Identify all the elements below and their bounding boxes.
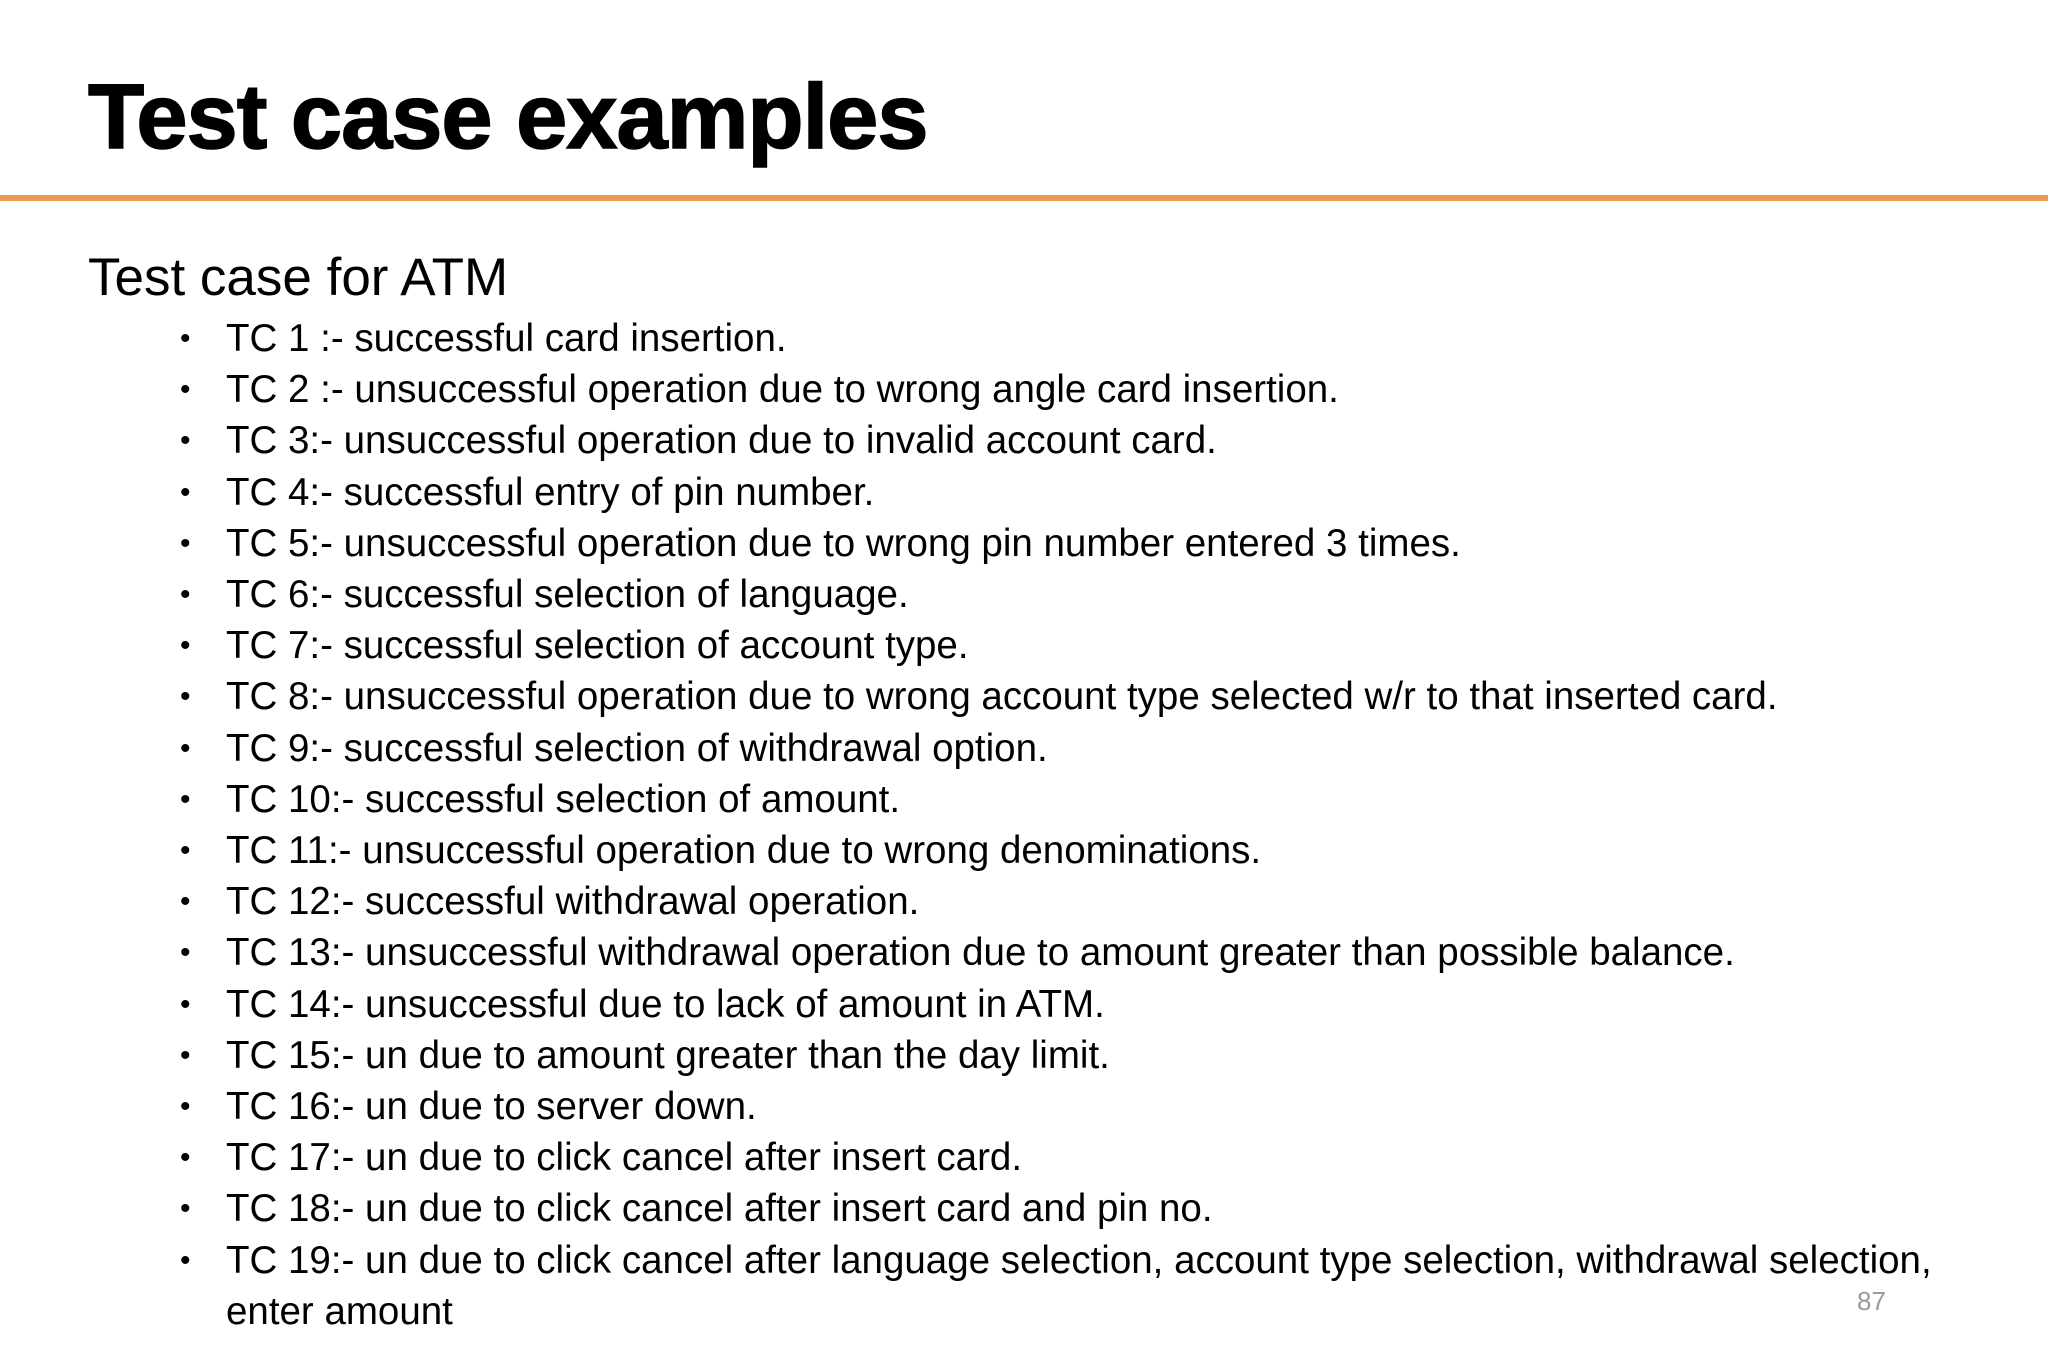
bullet-icon: • xyxy=(180,475,191,509)
bullet-icon: • xyxy=(180,987,191,1021)
test-case-text: TC 9:- successful selection of withdrawal option. xyxy=(226,726,1048,770)
test-case-text: TC 5:- unsuccessful operation due to wrong pin number entered 3 times. xyxy=(226,521,1461,565)
test-case-text: TC 8:- unsuccessful operation due to wrong account type selected w/r to that inserted card. xyxy=(226,675,1778,719)
bullet-icon: • xyxy=(180,1141,191,1175)
list-item xyxy=(180,774,1980,825)
list-item xyxy=(180,569,1980,620)
slide-title: Test case examples xyxy=(88,66,928,168)
test-case-text: TC 14:- unsuccessful due to lack of amount in ATM. xyxy=(226,982,1105,1026)
test-case-text: TC 19:- un due to click cancel after language selection, account type selection, withdrawal selection, enter amount xyxy=(226,1238,1932,1333)
list-item xyxy=(180,876,1980,927)
title-divider xyxy=(0,195,2048,201)
list-item xyxy=(180,1030,1980,1081)
test-case-text: TC 3:- unsuccessful operation due to invalid account card. xyxy=(226,419,1217,463)
test-case-text: TC 17:- un due to click cancel after insert card. xyxy=(226,1136,1023,1180)
list-item xyxy=(180,313,1980,364)
list-item xyxy=(180,723,1980,774)
test-case-text: TC 13:- unsuccessful withdrawal operation due to amount greater than possible balance. xyxy=(226,931,1735,975)
test-case-text: TC 4:- successful entry of pin number. xyxy=(226,470,875,514)
section-subtitle: Test case for ATM xyxy=(88,248,509,307)
test-case-text: TC 16:- un due to server down. xyxy=(226,1085,757,1129)
bullet-icon: • xyxy=(180,629,191,663)
list-item xyxy=(180,518,1980,569)
list-item xyxy=(180,825,1980,876)
test-case-text: TC 15:- un due to amount greater than the day limit. xyxy=(226,1033,1110,1077)
test-case-text: TC 6:- successful selection of language. xyxy=(226,573,909,617)
list-item xyxy=(180,467,1980,518)
test-case-list xyxy=(180,313,1980,1337)
list-item xyxy=(180,1183,1980,1234)
list-item xyxy=(180,671,1980,722)
test-case-text: TC 12:- successful withdrawal operation. xyxy=(226,880,920,924)
bullet-icon: • xyxy=(180,1090,191,1124)
list-item xyxy=(180,620,1980,671)
bullet-icon: • xyxy=(180,680,191,714)
test-case-text: TC 7:- successful selection of account type. xyxy=(226,624,969,668)
page-number: 87 xyxy=(1857,1286,1886,1316)
bullet-icon: • xyxy=(180,885,191,919)
bullet-icon: • xyxy=(180,936,191,970)
bullet-icon: • xyxy=(180,578,191,612)
bullet-icon: • xyxy=(180,834,191,868)
bullet-icon: • xyxy=(180,1192,191,1226)
list-item xyxy=(180,927,1980,978)
test-case-text: TC 10:- successful selection of amount. xyxy=(226,777,901,821)
bullet-icon: • xyxy=(180,1243,191,1277)
list-item xyxy=(180,1132,1980,1183)
bullet-icon: • xyxy=(180,424,191,458)
test-case-text: TC 1 :- successful card insertion. xyxy=(226,317,787,360)
list-item xyxy=(180,415,1980,466)
bullet-icon: • xyxy=(180,373,191,407)
list-item xyxy=(180,979,1980,1030)
test-case-text: TC 18:- un due to click cancel after insert card and pin no. xyxy=(226,1187,1213,1231)
bullet-icon: • xyxy=(180,731,191,765)
bullet-icon: • xyxy=(180,322,191,355)
test-case-text: TC 2 :- unsuccessful operation due to wrong angle card insertion. xyxy=(226,368,1339,412)
bullet-icon: • xyxy=(180,526,191,560)
list-item xyxy=(180,1235,1980,1337)
bullet-icon: • xyxy=(180,1038,191,1072)
test-case-text: TC 11:- unsuccessful operation due to wrong denominations. xyxy=(226,829,1262,873)
bullet-icon: • xyxy=(180,782,191,816)
list-item xyxy=(180,1081,1980,1132)
list-item xyxy=(180,364,1980,415)
